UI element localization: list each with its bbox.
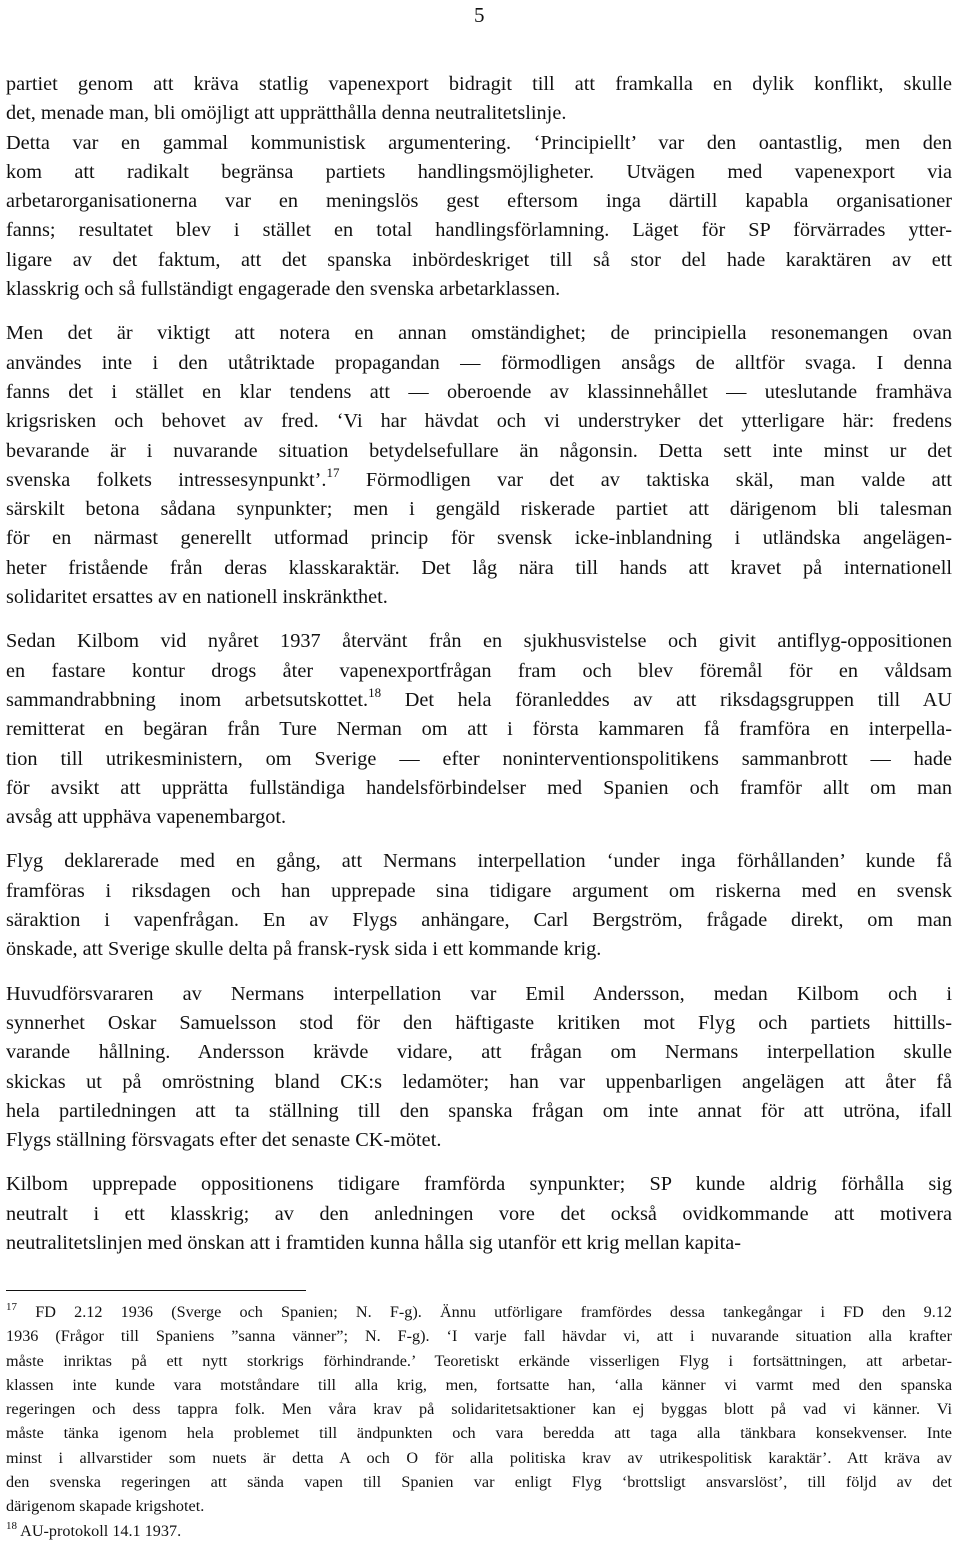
footnote-line: måste tänka igenom hela problemet till ändpunkten och vara beredda att taga alla tänkbara konsekvenser. Inte [6, 1424, 952, 1443]
footnote-reference: 18 [368, 684, 382, 700]
footnotes [6, 1300, 952, 1543]
text-line: framföras i riksdagen och han upprepade sina tidigare argument om riskerna med en svensk [6, 879, 952, 902]
paragraph [6, 980, 952, 1156]
footnote-line: regeringen och dess tappra folk. Men våra krav på solidaritetsaktioner kan ej byggas blott på vad vi känner. Vi [6, 1400, 952, 1419]
footnote-line: den svenska regeringen att sända vapen till Spanien var enligt Flyg ‘brottsligt ansvarslöst’, till följd av det [6, 1473, 952, 1492]
text-line: tion till utrikesministern, om Sverige — efter noninterventionspolitikens sammanbrott — hade [6, 747, 952, 770]
body-text [6, 70, 952, 1273]
footnote-line: måste inriktas på ett nytt storkrigs förhindrande.’ Teoretiskt erkände visserligen Flyg i fortsättningen, att arbetar- [6, 1351, 952, 1370]
paragraph [6, 1170, 952, 1258]
footnote-line: minst i allvarstider som nuets är detta A och O för alla politiska krav av utrikespolitisk karaktär’. Att kräva av [6, 1448, 952, 1467]
text-line: särskilt betona sådana synpunkter; men i gengäld riskerade partiet att därigenom bli talesman [6, 498, 952, 521]
text-line: önskade, att Sverige skulle delta på fransk-rysk sida i ett kommande krig. [6, 938, 602, 961]
text-line: solidaritet ersattes av en nationell inskränkthet. [6, 586, 388, 609]
footnote-line [6, 1300, 952, 1324]
text-line: arbetarorganisationerna var en meningslös gest eftersom inga därtill kapabla organisationer [6, 190, 952, 213]
text-line: synnerhet Oskar Samuelsson stod för den häftigaste kritiken mot Flyg och partiets hittills- [6, 1011, 952, 1034]
text-line: neutralt i ett klasskrig; av den anledningen vore det också ovidkommande att motivera [6, 1202, 952, 1225]
footnote-reference: 17 [6, 1301, 17, 1313]
text-line [6, 686, 952, 715]
text-line-segment: Förmodligen var det av taktiska skäl, man valde att [339, 468, 952, 491]
text-line: Kilbom upprepade oppositionens tidigare framförda synpunkter; SP kunde aldrig förhålla sig [6, 1173, 952, 1196]
text-line: partiet genom att kräva statlig vapenexport bidragit till att framkalla en dylik konflikt, skulle [6, 73, 952, 95]
text-line [6, 466, 952, 495]
footnote-divider [6, 1290, 306, 1291]
text-line: bevarande är i nuvarande situation betydelsefullare än någonsin. Detta sett inte minst ur det [6, 439, 952, 462]
footnote-line-segment: FD 2.12 1936 (Sverge och Spanien; N. F-g). Ännu utförligare framfördes dessa tankegångar i FD den 9.12 [17, 1303, 952, 1321]
text-line: hela partiledningen att ta ställning till den spanska frågan om inte annat för att utröna, ifall [6, 1099, 952, 1122]
footnote-line: 1936 (Frågor till Spaniens ”sanna vänner”; N. F-g). ‘I varje fall hävdar vi, att i nuvarande situation alla krafter [6, 1327, 952, 1346]
text-line-segment: svenska folkets intressesynpunkt’. [6, 468, 327, 491]
text-line: det, menade man, bli omöjligt att upprätthålla denna neutralitetslinje. [6, 102, 567, 125]
text-line: remitterat en begäran från Ture Nerman om att i första kammaren få framföra en interpella- [6, 718, 952, 741]
page-number: 5 [474, 3, 485, 27]
footnote-line-segment: AU-protokoll 14.1 1937. [17, 1521, 182, 1540]
footnote-line [6, 1519, 952, 1543]
text-line: klasskrig och så fullständigt engagerade den svenska arbetarklassen. [6, 278, 561, 301]
text-line: kom att radikalt begränsa partiets handlingsmöjligheter. Utvägen med vapenexport via [6, 160, 952, 183]
text-line: Flyg deklarerade med en gång, att Nermans interpellation ‘under inga förhållanden’ kunde få [6, 850, 952, 873]
footnote-reference: 17 [326, 464, 340, 480]
paragraph [6, 319, 952, 612]
text-line: fanns; resultatet blev i stället en total handlingsförlamning. Läget för SP förvärrades ytter- [6, 219, 952, 242]
text-line: fanns det i stället en klar tendens att — oberoende av klassinnehållet — uteslutande framhäva [6, 380, 952, 403]
paragraph [6, 70, 952, 304]
footnote-line: därigenom skapade krigshotet. [6, 1497, 205, 1516]
text-line: skickas ut på omröstning bland CK:s ledamöter; han var uppenbarligen angelägen att åter få [6, 1070, 952, 1093]
text-line: neutralitetslinjen med önskan att i framtiden kunna hålla sig utanför ett krig mellan kapita- [6, 1231, 741, 1254]
text-line: heter fristående från deras klasskaraktär. Det låg nära till hands att kravet på internationell [6, 556, 952, 579]
text-line: Flygs ställning försvagats efter det senaste CK-mötet. [6, 1129, 442, 1152]
text-line: varande hållning. Andersson krävde vidare, att frågan om Nermans interpellation skulle [6, 1041, 952, 1064]
text-line: ligare av det faktum, att det spanska inbördeskriget till så stor del hade karaktären av ett [6, 248, 952, 271]
text-line: Huvudförsvararen av Nermans interpellation var Emil Andersson, medan Kilbom och i [6, 982, 952, 1005]
text-line-segment: sammandrabbning inom arbetsutskottet. [6, 688, 369, 711]
text-line: en fastare kontur drogs åter vapenexportfrågan fram och blev föremål för en våldsam [6, 659, 952, 682]
text-line: krigsrisken och behovet av fred. ‘Vi har hävdat och vi understryker det ytterligare här: fredens [6, 410, 952, 433]
text-line: för avsikt att upprätta fullständiga handelsförbindelser med Spanien och framför allt om man [6, 776, 952, 799]
text-line: för en närmast generellt utformad princip för svensk icke-inblandning i utländska angelägen- [6, 527, 952, 550]
text-line: säraktion i vapenfrågan. En av Flygs anhängare, Carl Bergström, frågade direkt, om man [6, 909, 952, 932]
text-line: avsåg att upphäva vapenembargot. [6, 806, 287, 829]
text-line: Men det är viktigt att notera en annan omständighet; de principiella resonemangen ovan [6, 322, 952, 345]
text-line: Detta var en gammal kommunistisk argumentering. ‘Principiellt’ var den oantastlig, men den [6, 131, 952, 154]
text-line: Sedan Kilbom vid nyåret 1937 återvänt från en sjukhusvistelse och givit antiflyg-oppositionen [6, 630, 952, 653]
text-line: användes inte i den utåtriktade propagandan — förmodligen ansågs de alltför svaga. I denna [6, 351, 952, 374]
text-line-segment: Det hela föranleddes av att riksdagsgruppen till AU [381, 688, 952, 711]
paragraph [6, 847, 952, 964]
paragraph [6, 627, 952, 832]
footnote-reference: 18 [6, 1519, 17, 1532]
footnote-line: klassen inte kunde vara motståndare till alla krig, men, fortsatte han, ‘alla känner vi varmt med den spanska [6, 1375, 952, 1394]
